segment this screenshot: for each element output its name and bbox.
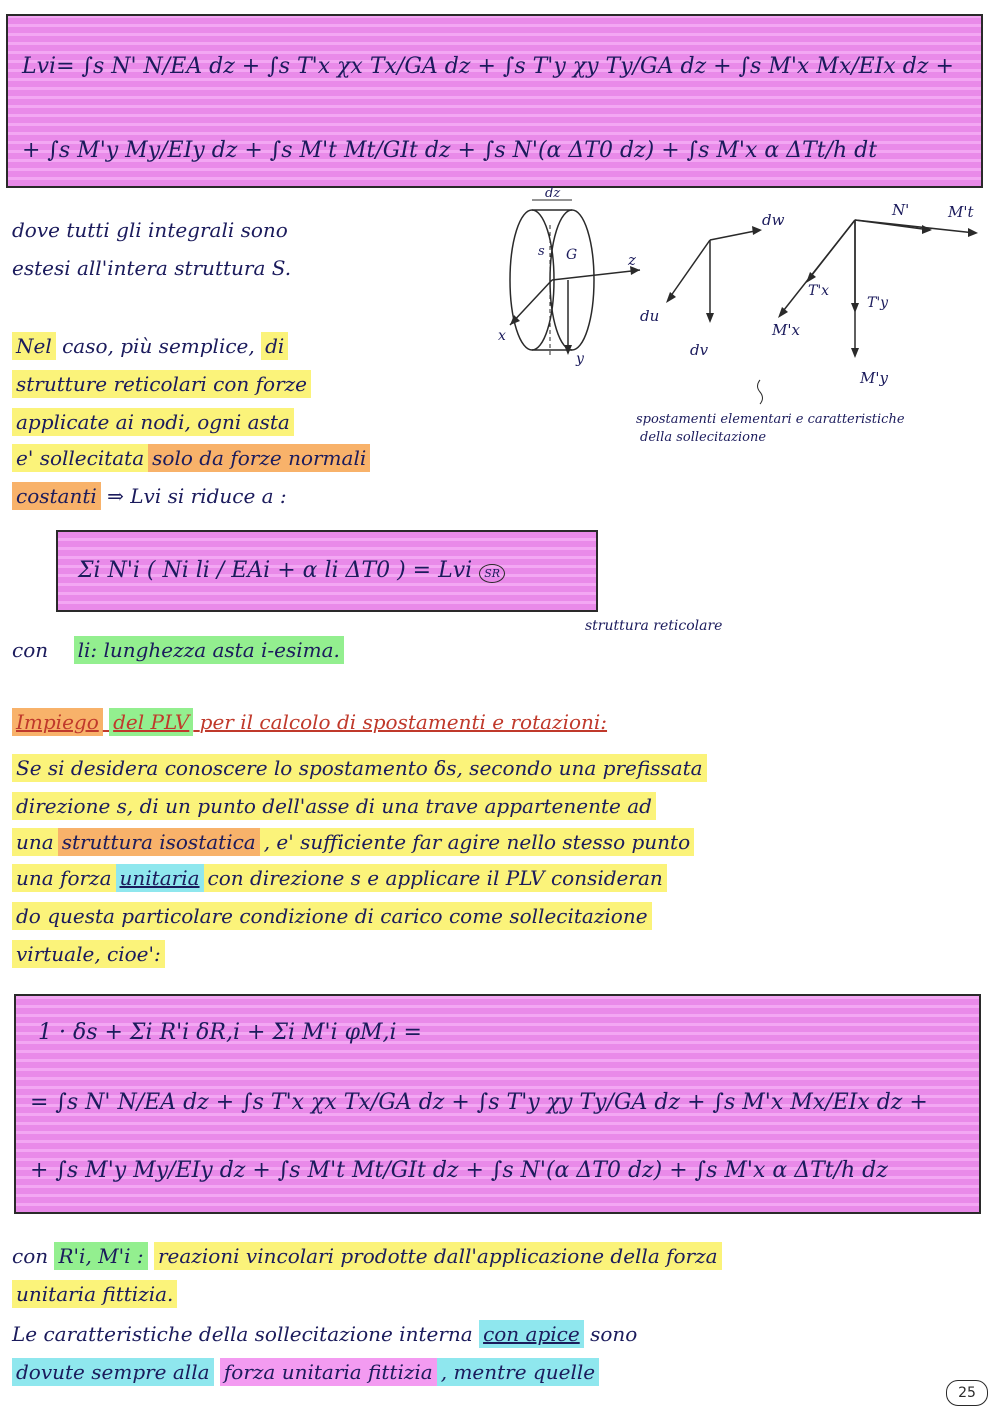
reticular-solo-forze: solo da forze normali — [148, 444, 370, 472]
paragraph-l3a: una — [12, 828, 58, 856]
label-Mx-prime: M'x — [772, 321, 800, 339]
label-Ty-prime: T'y — [867, 295, 889, 311]
paragraph-l4a: una forza — [12, 864, 116, 892]
label-z: z — [628, 251, 636, 269]
reticular-line-4 — [12, 446, 370, 470]
reticular-riduce: ⇒ Lvi si riduce a : — [107, 484, 287, 508]
paragraph-l3b: struttura isostatica — [58, 828, 260, 856]
paragraph-l2: direzione s, di un punto dell'asse di una trave appartenente ad — [12, 792, 656, 820]
reticular-line-1 — [12, 334, 288, 358]
section-title-a: Impiego — [12, 708, 103, 736]
formula-plv-line3: + ∫s M'y My/EIy dz + ∫s M't Mt/GIt dz + ∫s N'(α ΔT0 dz) + ∫s M'x α ΔTt/h dz — [30, 1158, 888, 1183]
formula-lvi-line1: Lvi= ∫s N' N/EA dz + ∫s T'x χx Tx/GA dz + ∫s T'y χy Ty/GA dz + ∫s M'x Mx/EIx dz + — [22, 54, 954, 79]
closing-reactions: R'i, M'i : — [54, 1242, 147, 1270]
closing-line-2 — [12, 1282, 177, 1306]
diagram-caption-2: della sollecitazione — [640, 430, 767, 445]
paragraph-l1: Se si desidera conoscere lo spostamento δs, secondo una prefissata — [12, 754, 707, 782]
closing-caratteristiche: Le caratteristiche della sollecitazione interna — [12, 1322, 473, 1346]
paragraph-line-4 — [12, 866, 667, 890]
reticular-sollecitata: e' sollecitata — [12, 444, 148, 472]
reticular-note: struttura reticolare — [585, 618, 723, 634]
closing-mentre: , mentre quelle — [437, 1358, 599, 1386]
paragraph-line-2 — [12, 794, 656, 818]
paragraph-line-1 — [12, 756, 707, 780]
closing-fittizia: unitaria fittizia. — [12, 1280, 177, 1308]
closing-con: con — [12, 1244, 49, 1268]
label-y: y — [576, 351, 584, 367]
reticular-line-5 — [12, 484, 287, 508]
closing-con-apice: con apice — [479, 1320, 584, 1348]
label-Mt-prime: M't — [948, 203, 974, 221]
page-number: 25 — [946, 1380, 988, 1406]
closing-forza-fittizia: forza unitaria fittizia — [220, 1358, 437, 1386]
label-du: du — [640, 307, 660, 325]
section-title-b: del PLV — [109, 708, 193, 736]
intro-line-1: dove tutti gli integrali sono — [12, 218, 288, 242]
formula-plv-line1: 1 · δs + Σi R'i δR,i + Σi M'i φM,i = — [38, 1020, 422, 1045]
section-title — [12, 710, 607, 734]
label-dw: dw — [762, 211, 785, 229]
closing-sono: sono — [590, 1322, 638, 1346]
closing-line-1 — [12, 1244, 722, 1268]
closing-reactions-desc: reazioni vincolari prodotte dall'applicazione della forza — [154, 1242, 722, 1270]
li-text: li: lunghezza asta i-esima. — [74, 636, 344, 664]
reticular-caso: caso, più semplice, — [62, 334, 255, 358]
paragraph-l5: do questa particolare condizione di carico come sollecitazione — [12, 902, 652, 930]
label-G: G — [566, 247, 578, 263]
diagram-caption-1: spostamenti elementari e caratteristiche — [636, 412, 905, 427]
paragraph-l4c: con direzione s e applicare il PLV consideran — [204, 864, 667, 892]
li-prefix: con — [12, 638, 49, 662]
paragraph-line-3 — [12, 830, 694, 854]
paragraph-l6: virtuale, cioe': — [12, 940, 165, 968]
elementary-displacement-diagram — [490, 185, 990, 445]
formula-box-lvi — [6, 14, 983, 188]
closing-line-3 — [12, 1322, 637, 1346]
section-title-c: per il calcolo di spostamenti e rotazioni: — [199, 710, 608, 734]
reticular-applicate: applicate ai nodi, ogni asta — [12, 408, 294, 436]
label-x: x — [498, 328, 506, 344]
paragraph-line-5 — [12, 904, 652, 928]
formula-lvi-line2: + ∫s M'y My/EIy dz + ∫s M't Mt/GIt dz + ∫s N'(α ΔT0 dz) + ∫s M'x α ΔTt/h dt — [22, 138, 878, 163]
label-dz: dz — [545, 186, 561, 201]
reticular-strutture: strutture reticolari con forze — [12, 370, 311, 398]
label-dv: dv — [690, 341, 709, 359]
paragraph-line-6 — [12, 942, 165, 966]
reticular-line-2 — [12, 372, 311, 396]
reticular-costanti: costanti — [12, 482, 101, 510]
reticular-nel: Nel — [12, 332, 56, 360]
reticular-line-3 — [12, 410, 294, 434]
label-My-prime: M'y — [860, 369, 888, 387]
formula-plv-line2: = ∫s N' N/EA dz + ∫s T'x χx Tx/GA dz + ∫s T'y χy Ty/GA dz + ∫s M'x Mx/EIx dz + — [30, 1090, 928, 1115]
intro-line-2: estesi all'intera struttura S. — [12, 256, 292, 280]
formula-reticular-tag: SR — [479, 564, 505, 583]
paragraph-l4b: unitaria — [116, 864, 204, 892]
formula-box-plv — [14, 994, 981, 1214]
closing-dovute: dovute sempre alla — [12, 1358, 214, 1386]
label-s: s — [538, 244, 545, 259]
li-definition — [12, 638, 344, 662]
paragraph-l3c: , e' sufficiente far agire nello stesso punto — [260, 828, 694, 856]
formula-reticular-text: Σi N'i ( Ni li / EAi + α li ΔT0 ) = Lvi — [78, 558, 473, 583]
label-N-prime: N' — [892, 201, 910, 219]
reticular-di: di — [261, 332, 288, 360]
formula-box-reticular — [56, 530, 598, 612]
closing-line-4 — [12, 1360, 599, 1384]
label-Tx-prime: T'x — [808, 283, 830, 299]
formula-reticular — [78, 558, 582, 583]
